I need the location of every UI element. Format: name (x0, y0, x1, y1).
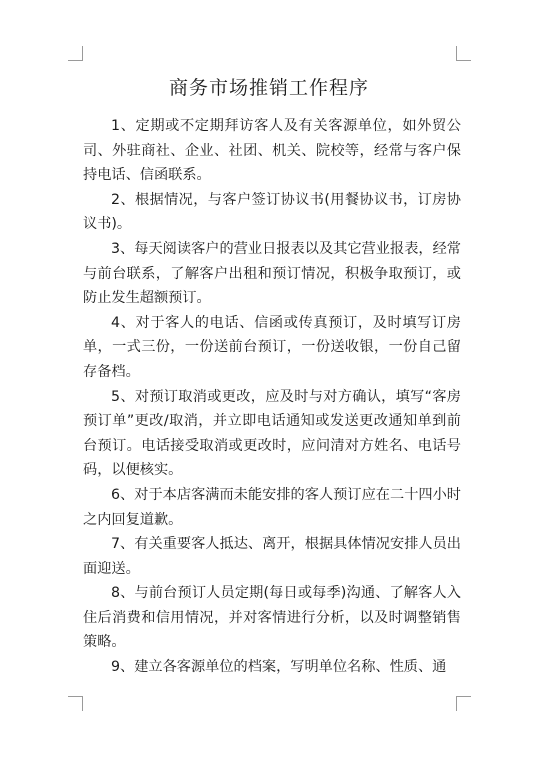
document-title: 商务市场推销工作程序 (168, 77, 369, 99)
paragraph-3: 3、每天阅读客户的营业日报表以及其它营业报表，经常与前台联系，了解客户出租和预订情况，积极争取预订，或防止发生超额预订。 (83, 240, 461, 307)
paragraph-2: 2、根据情况，与客户签订协议书(用餐协议书，订房协议书)。 (83, 191, 461, 233)
crop-mark-top-left (68, 46, 83, 61)
paragraph-8: 8、与前台预订人员定期(每日或每季)沟通、了解客人入住后消费和信用情况，并对客情进行分析，以及时调整销售策略。 (83, 585, 461, 651)
paragraph-1: 1、定期或不定期拜访客人及有关客源单位，如外贸公司、外驻商社、企业、社团、机关、院校等，经常与客户保持电话、信函联系。 (83, 118, 461, 184)
document-body (83, 114, 461, 680)
paragraph-4: 4、对于客人的电话、信函或传真预订，及时填写订房单，一式三份，一份送前台预订，一份送收银，一份自己留存备档。 (83, 314, 461, 380)
paragraph-9: 9、建立各客源单位的档案，写明单位名称、性质、通 (111, 659, 447, 676)
crop-mark-top-right (456, 46, 471, 61)
paragraph-6: 6、对于本店客满而未能安排的客人预订应在二十四小时之内回复道歉。 (83, 486, 461, 528)
crop-mark-bottom-left (68, 696, 83, 711)
paragraph-7: 7、有关重要客人抵达、离开，根据具体情况安排人员出面迎送。 (83, 536, 461, 577)
crop-mark-bottom-right (456, 696, 471, 711)
paragraph-5: 5、对预订取消或更改，应及时与对方确认，填写“客房预订单”更改/取消，并立即电话通知或发送更改通知单到前台预订。电话接受取消或更改时，应问清对方姓名、电话号码，以便核实。 (83, 388, 461, 479)
